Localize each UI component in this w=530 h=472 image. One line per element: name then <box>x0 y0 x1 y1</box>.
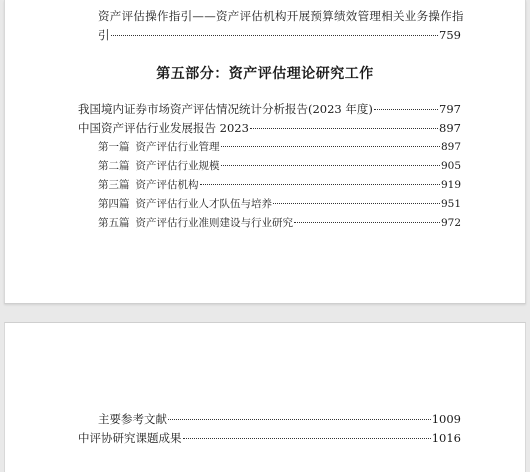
toc-page-number: 897 <box>439 121 461 135</box>
toc-entry[interactable] <box>78 101 461 117</box>
document-page-2 <box>4 322 526 472</box>
toc-page-number: 797 <box>439 102 461 116</box>
toc-leader-dots <box>221 145 440 147</box>
toc-leader-dots <box>273 202 440 204</box>
toc-chapter-entry[interactable] <box>98 196 461 212</box>
toc-entry-title: 中国资产评估行业发展报告 2023 <box>78 121 249 135</box>
toc-chapter-label: 第三篇 <box>98 179 130 191</box>
toc-entry-title: 我国境内证券市场资产评估情况统计分析报告(2023 年度) <box>78 102 373 116</box>
toc-leader-dots <box>168 418 431 420</box>
toc-page-number: 972 <box>440 217 461 229</box>
toc-entry-title: 引 <box>98 28 110 42</box>
toc-leader-dots <box>294 221 440 223</box>
toc-page-number: 919 <box>440 179 461 191</box>
toc-entry-title: 资产评估行业人才队伍与培养 <box>135 198 272 210</box>
toc-chapter-label: 第四篇 <box>98 198 130 210</box>
toc-entry-title: 资产评估行业准则建设与行业研究 <box>135 217 293 229</box>
toc-chapter-entry[interactable] <box>98 177 461 193</box>
toc-page-number: 759 <box>439 28 461 42</box>
toc-leader-dots <box>111 34 439 36</box>
toc-chapter-entry[interactable] <box>98 215 461 231</box>
document-page-1 <box>4 0 526 304</box>
toc-leader-dots <box>374 108 438 110</box>
toc-page-number: 897 <box>440 141 461 153</box>
toc-entry-title: 中评协研究课题成果 <box>78 431 182 445</box>
toc-entry-title: 主要参考文献 <box>98 412 167 426</box>
toc-entry-title: 资产评估行业管理 <box>135 141 220 153</box>
toc-chapter-label: 第二篇 <box>98 160 130 172</box>
toc-chapter-label: 第一篇 <box>98 141 130 153</box>
toc-page-number: 951 <box>440 198 461 210</box>
toc-page-number: 1016 <box>431 431 461 445</box>
toc-entry-title: 资产评估机构 <box>135 179 199 191</box>
toc-entry-guideline-line1: 资产评估操作指引——资产评估机构开展预算绩效管理相关业务操作指 <box>98 9 464 23</box>
section-heading: 第五部分：资产评估理论研究工作 <box>156 66 374 82</box>
toc-leader-dots <box>250 127 438 129</box>
toc-chapter-label: 第五篇 <box>98 217 130 229</box>
toc-page-number: 905 <box>440 160 461 172</box>
toc-entry[interactable] <box>98 411 461 427</box>
toc-leader-dots <box>183 437 431 439</box>
toc-entry[interactable] <box>78 120 461 136</box>
toc-chapter-entry[interactable] <box>98 158 461 174</box>
toc-leader-dots <box>221 164 440 166</box>
toc-chapter-entry[interactable] <box>98 139 461 155</box>
toc-entry-title: 资产评估行业规模 <box>135 160 220 172</box>
toc-leader-dots <box>200 183 440 185</box>
toc-page-number: 1009 <box>431 412 461 426</box>
toc-entry-guideline-line2[interactable] <box>98 27 461 43</box>
toc-entry[interactable] <box>78 430 461 446</box>
